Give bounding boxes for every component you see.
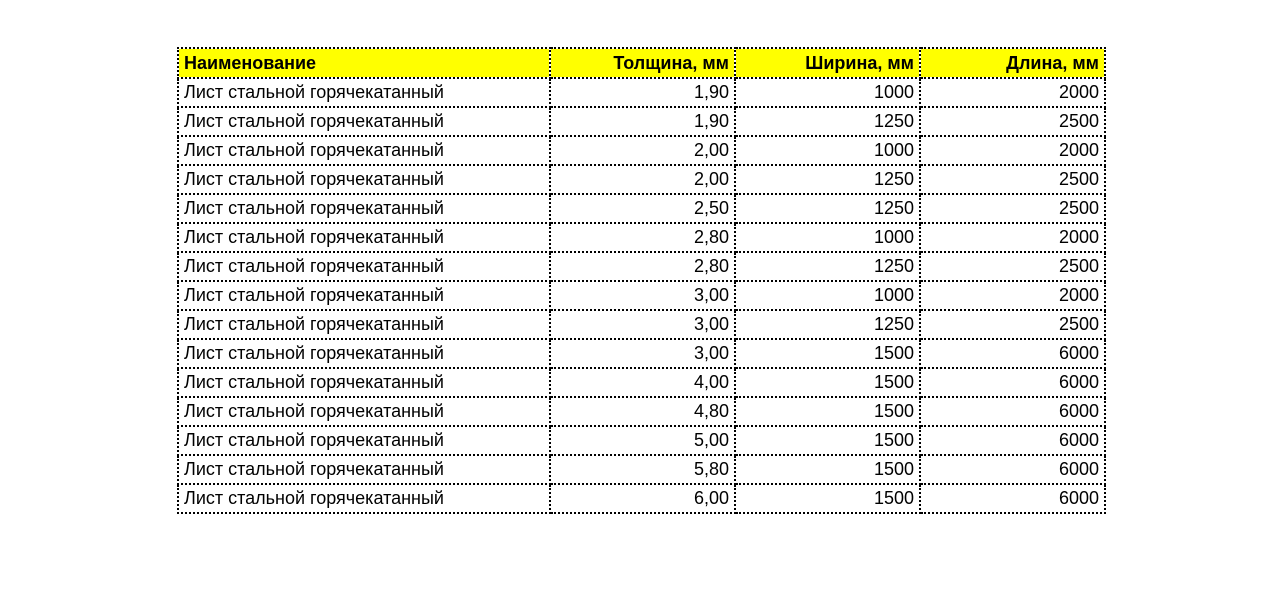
cell-width: 1250 <box>735 165 920 194</box>
cell-length: 2000 <box>920 223 1105 252</box>
table-body <box>178 78 1105 513</box>
table-row <box>178 310 1105 339</box>
cell-thickness: 2,00 <box>550 165 735 194</box>
cell-thickness: 3,00 <box>550 281 735 310</box>
header-length: Длина, мм <box>920 48 1105 78</box>
cell-width: 1500 <box>735 368 920 397</box>
cell-name: Лист стальной горячекатанный <box>178 426 550 455</box>
cell-length: 6000 <box>920 397 1105 426</box>
table-row <box>178 397 1105 426</box>
cell-thickness: 2,80 <box>550 252 735 281</box>
cell-length: 2500 <box>920 310 1105 339</box>
cell-width: 1250 <box>735 252 920 281</box>
cell-thickness: 2,80 <box>550 223 735 252</box>
table-row <box>178 78 1105 107</box>
table-row <box>178 426 1105 455</box>
cell-length: 6000 <box>920 484 1105 513</box>
cell-thickness: 4,00 <box>550 368 735 397</box>
cell-width: 1500 <box>735 426 920 455</box>
cell-width: 1250 <box>735 194 920 223</box>
cell-thickness: 3,00 <box>550 310 735 339</box>
cell-width: 1500 <box>735 455 920 484</box>
table-header <box>178 48 1105 78</box>
cell-width: 1500 <box>735 397 920 426</box>
table-row <box>178 368 1105 397</box>
cell-thickness: 4,80 <box>550 397 735 426</box>
cell-name: Лист стальной горячекатанный <box>178 397 550 426</box>
cell-name: Лист стальной горячекатанный <box>178 339 550 368</box>
cell-width: 1000 <box>735 78 920 107</box>
table-row <box>178 484 1105 513</box>
table-row <box>178 136 1105 165</box>
cell-thickness: 6,00 <box>550 484 735 513</box>
cell-length: 6000 <box>920 455 1105 484</box>
cell-width: 1250 <box>735 310 920 339</box>
spec-table-container <box>177 47 1106 514</box>
table-row <box>178 339 1105 368</box>
cell-width: 1000 <box>735 136 920 165</box>
cell-width: 1000 <box>735 281 920 310</box>
header-width: Ширина, мм <box>735 48 920 78</box>
cell-width: 1250 <box>735 107 920 136</box>
table-row <box>178 107 1105 136</box>
header-thickness: Толщина, мм <box>550 48 735 78</box>
cell-width: 1000 <box>735 223 920 252</box>
table-row <box>178 194 1105 223</box>
cell-width: 1500 <box>735 339 920 368</box>
cell-length: 2000 <box>920 78 1105 107</box>
cell-length: 2000 <box>920 281 1105 310</box>
cell-thickness: 1,90 <box>550 78 735 107</box>
table-row <box>178 165 1105 194</box>
cell-name: Лист стальной горячекатанный <box>178 136 550 165</box>
cell-name: Лист стальной горячекатанный <box>178 484 550 513</box>
table-row <box>178 223 1105 252</box>
cell-thickness: 5,00 <box>550 426 735 455</box>
cell-length: 6000 <box>920 368 1105 397</box>
cell-name: Лист стальной горячекатанный <box>178 310 550 339</box>
cell-width: 1500 <box>735 484 920 513</box>
header-name: Наименование <box>178 48 550 78</box>
table-row <box>178 281 1105 310</box>
cell-name: Лист стальной горячекатанный <box>178 252 550 281</box>
cell-length: 2500 <box>920 194 1105 223</box>
cell-name: Лист стальной горячекатанный <box>178 78 550 107</box>
cell-name: Лист стальной горячекатанный <box>178 165 550 194</box>
cell-name: Лист стальной горячекатанный <box>178 281 550 310</box>
table-row <box>178 455 1105 484</box>
cell-thickness: 1,90 <box>550 107 735 136</box>
cell-length: 2500 <box>920 252 1105 281</box>
cell-length: 2500 <box>920 107 1105 136</box>
cell-thickness: 2,50 <box>550 194 735 223</box>
cell-name: Лист стальной горячекатанный <box>178 223 550 252</box>
cell-name: Лист стальной горячекатанный <box>178 107 550 136</box>
cell-length: 2000 <box>920 136 1105 165</box>
cell-thickness: 5,80 <box>550 455 735 484</box>
table-row <box>178 252 1105 281</box>
cell-length: 2500 <box>920 165 1105 194</box>
cell-thickness: 3,00 <box>550 339 735 368</box>
steel-sheet-table <box>177 47 1106 514</box>
cell-name: Лист стальной горячекатанный <box>178 194 550 223</box>
cell-name: Лист стальной горячекатанный <box>178 455 550 484</box>
cell-thickness: 2,00 <box>550 136 735 165</box>
cell-name: Лист стальной горячекатанный <box>178 368 550 397</box>
cell-length: 6000 <box>920 426 1105 455</box>
cell-length: 6000 <box>920 339 1105 368</box>
header-row <box>178 48 1105 78</box>
